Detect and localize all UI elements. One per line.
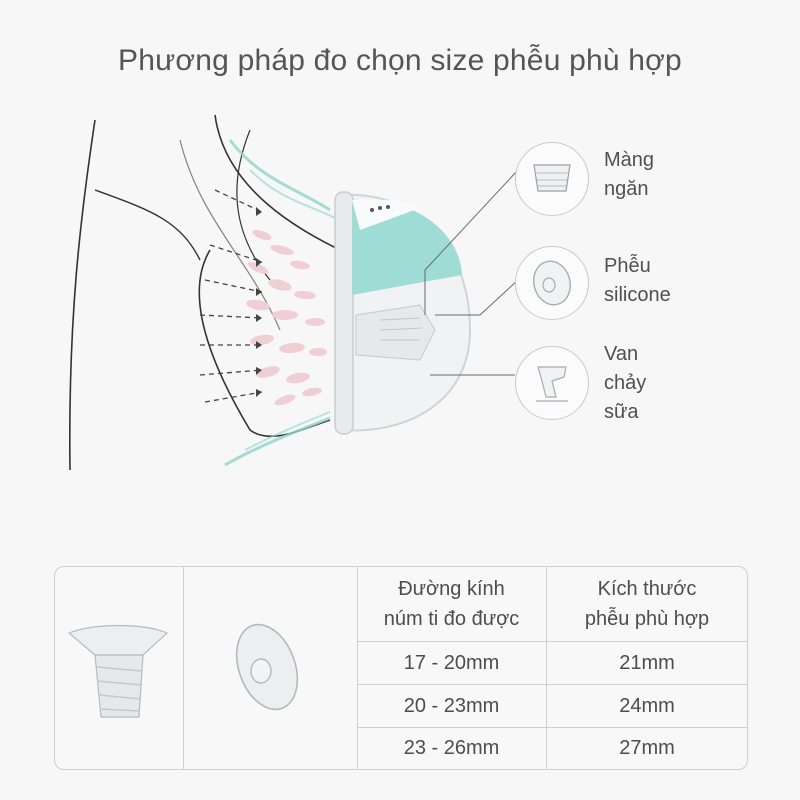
header-suitable-funnel-size: Kích thước phễu phù hợp (584, 578, 710, 630)
part-label-silicone-funnel: Phễu silicone (604, 255, 671, 306)
table-cell: 20 - 23mm (357, 685, 547, 727)
funnel-insert-image (55, 567, 184, 769)
breast-pump-illustration (0, 100, 800, 500)
page-title: Phương pháp đo chọn size phễu phù hợp (118, 44, 682, 77)
table-cell: 27mm (619, 736, 675, 759)
silicone-funnel-icon (515, 246, 589, 320)
size-table (54, 566, 748, 770)
membrane-icon (515, 142, 589, 216)
size-grid (357, 567, 747, 769)
part-label-milk-valve: Van chảy sữa (604, 343, 647, 423)
milk-valve-icon (515, 346, 589, 420)
table-cell: 21mm (619, 651, 675, 674)
part-label-membrane: Màng ngăn (604, 149, 655, 200)
header-measured-diameter: Đường kính núm ti đo được (357, 567, 547, 641)
silicone-funnel-image (183, 567, 358, 769)
table-cell: 23 - 26mm (357, 727, 547, 769)
table-cell: 24mm (619, 694, 675, 717)
table-cell: 17 - 20mm (357, 642, 547, 684)
